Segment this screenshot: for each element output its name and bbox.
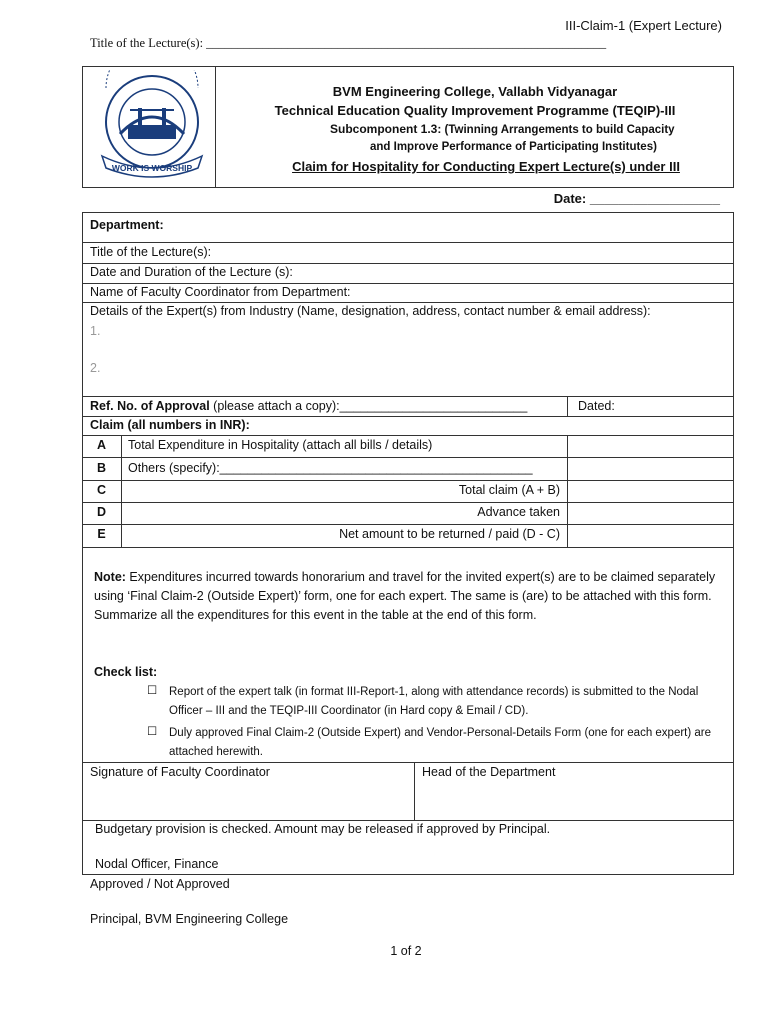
form-code: III-Claim-1 (Expert Lecture) — [565, 18, 722, 33]
claim-row-letter: B — [96, 461, 107, 475]
checklist-title: Check list: — [94, 665, 158, 679]
college-name: BVM Engineering College, Vallabh Vidyanagar — [332, 84, 618, 99]
ref-approval-field — [90, 399, 527, 413]
claim-row-text: Others (specify):_____________________________________________ — [128, 461, 533, 475]
page-number: 1 of 2 — [390, 944, 422, 958]
nodal-officer: Nodal Officer, Finance — [95, 857, 219, 871]
date-duration-field: Date and Duration of the Lecture (s): — [90, 265, 293, 279]
coordinator-signature: Signature of Faculty Coordinator — [90, 765, 270, 779]
note-label: Note: — [94, 570, 126, 584]
divider — [82, 457, 734, 458]
experts-field: Details of the Expert(s) from Industry (Name, designation, address, contact number & email address): — [90, 304, 651, 318]
checklist-item: Duly approved Final Claim-2 (Outside Expert) and Vendor-Personal-Details Form (one for each expert) are attached herewith. — [169, 727, 712, 758]
divider — [82, 263, 734, 264]
divider — [82, 524, 734, 525]
checkbox-icon[interactable]: ☐ — [147, 685, 158, 697]
subcomponent-desc: (Twinning Arrangements to build Capacity — [441, 124, 675, 136]
claim-row-letter: C — [96, 483, 107, 497]
divider — [82, 820, 734, 821]
divider — [82, 302, 734, 303]
claim-row-letter: A — [96, 438, 107, 452]
ref-approval-label: Ref. No. of Approval — [90, 399, 210, 413]
divider — [82, 416, 734, 417]
claim-row-letter: E — [97, 527, 106, 541]
divider — [82, 242, 734, 243]
subcomponent-label: Subcomponent 1.3: — [330, 122, 442, 136]
claim-row-text: Total claim (A + B) — [458, 483, 560, 497]
lecture-title-line: Title of the Lecture(s): ________________________________________________________________ — [90, 36, 607, 50]
divider — [82, 502, 734, 503]
note-paragraph — [94, 568, 726, 625]
dated-field: Dated: — [578, 399, 615, 413]
expert-2: 2. — [90, 361, 101, 375]
divider — [121, 435, 122, 547]
divider — [82, 283, 734, 284]
claim-row-text: Total Expenditure in Hospitality (attach all bills / details) — [128, 438, 433, 452]
principal-signature: Principal, BVM Engineering College — [90, 912, 289, 926]
budget-text: Budgetary provision is checked. Amount may be released if approved by Principal. — [95, 822, 551, 836]
divider — [82, 435, 734, 436]
note-text: Expenditures incurred towards honorarium and travel for the invited expert(s) are to be claimed separately using ‘Final Claim-2 (Outside Expert)’ form, one for each expert. The same is (are) to be attached with this form. Summarize all the expenditures for this event in the table at the end of this form. — [94, 570, 716, 622]
divider — [414, 762, 415, 820]
divider — [82, 547, 734, 548]
divider — [82, 480, 734, 481]
department-label: Department: — [90, 218, 164, 232]
claim-row-text: Net amount to be returned / paid (D - C) — [339, 527, 560, 541]
form-heading: Claim for Hospitality for Conducting Expert Lecture(s) under III — [292, 159, 680, 174]
ref-approval-blank: (please attach a copy):___________________________ — [209, 399, 528, 413]
date-line: Date: __________________ — [553, 191, 720, 206]
checklist-item: Report of the expert talk (in format III-Report-1, along with attendance records) is submitted to the Nodal Officer – III and the TEQIP-III Coordinator (in Hard copy & Email / CD). — [169, 686, 699, 717]
college-seal-icon — [94, 70, 210, 184]
claim-header: Claim (all numbers in INR): — [90, 418, 250, 432]
checkbox-icon[interactable]: ☐ — [147, 726, 158, 738]
claim-row-letter: D — [96, 505, 107, 519]
divider — [82, 762, 734, 763]
logo-motto-text: WORK IS WORSHIP — [111, 163, 193, 173]
divider — [567, 435, 568, 547]
programme-name: Technical Education Quality Improvement Programme (TEQIP)-III — [274, 103, 676, 118]
coordinator-field: Name of Faculty Coordinator from Department: — [90, 285, 351, 299]
approval-status: Approved / Not Approved — [90, 877, 230, 891]
subcomponent-desc-2: and Improve Performance of Participating Institutes) — [370, 141, 657, 153]
lecture-title-field: Title of the Lecture(s): — [90, 245, 212, 259]
college-logo — [94, 70, 210, 184]
divider — [567, 396, 568, 416]
claim-row-text: Advance taken — [477, 505, 560, 519]
hod-signature: Head of the Department — [422, 765, 556, 779]
divider — [82, 396, 734, 397]
subcomponent-line — [330, 122, 675, 136]
expert-1: 1. — [90, 324, 101, 338]
